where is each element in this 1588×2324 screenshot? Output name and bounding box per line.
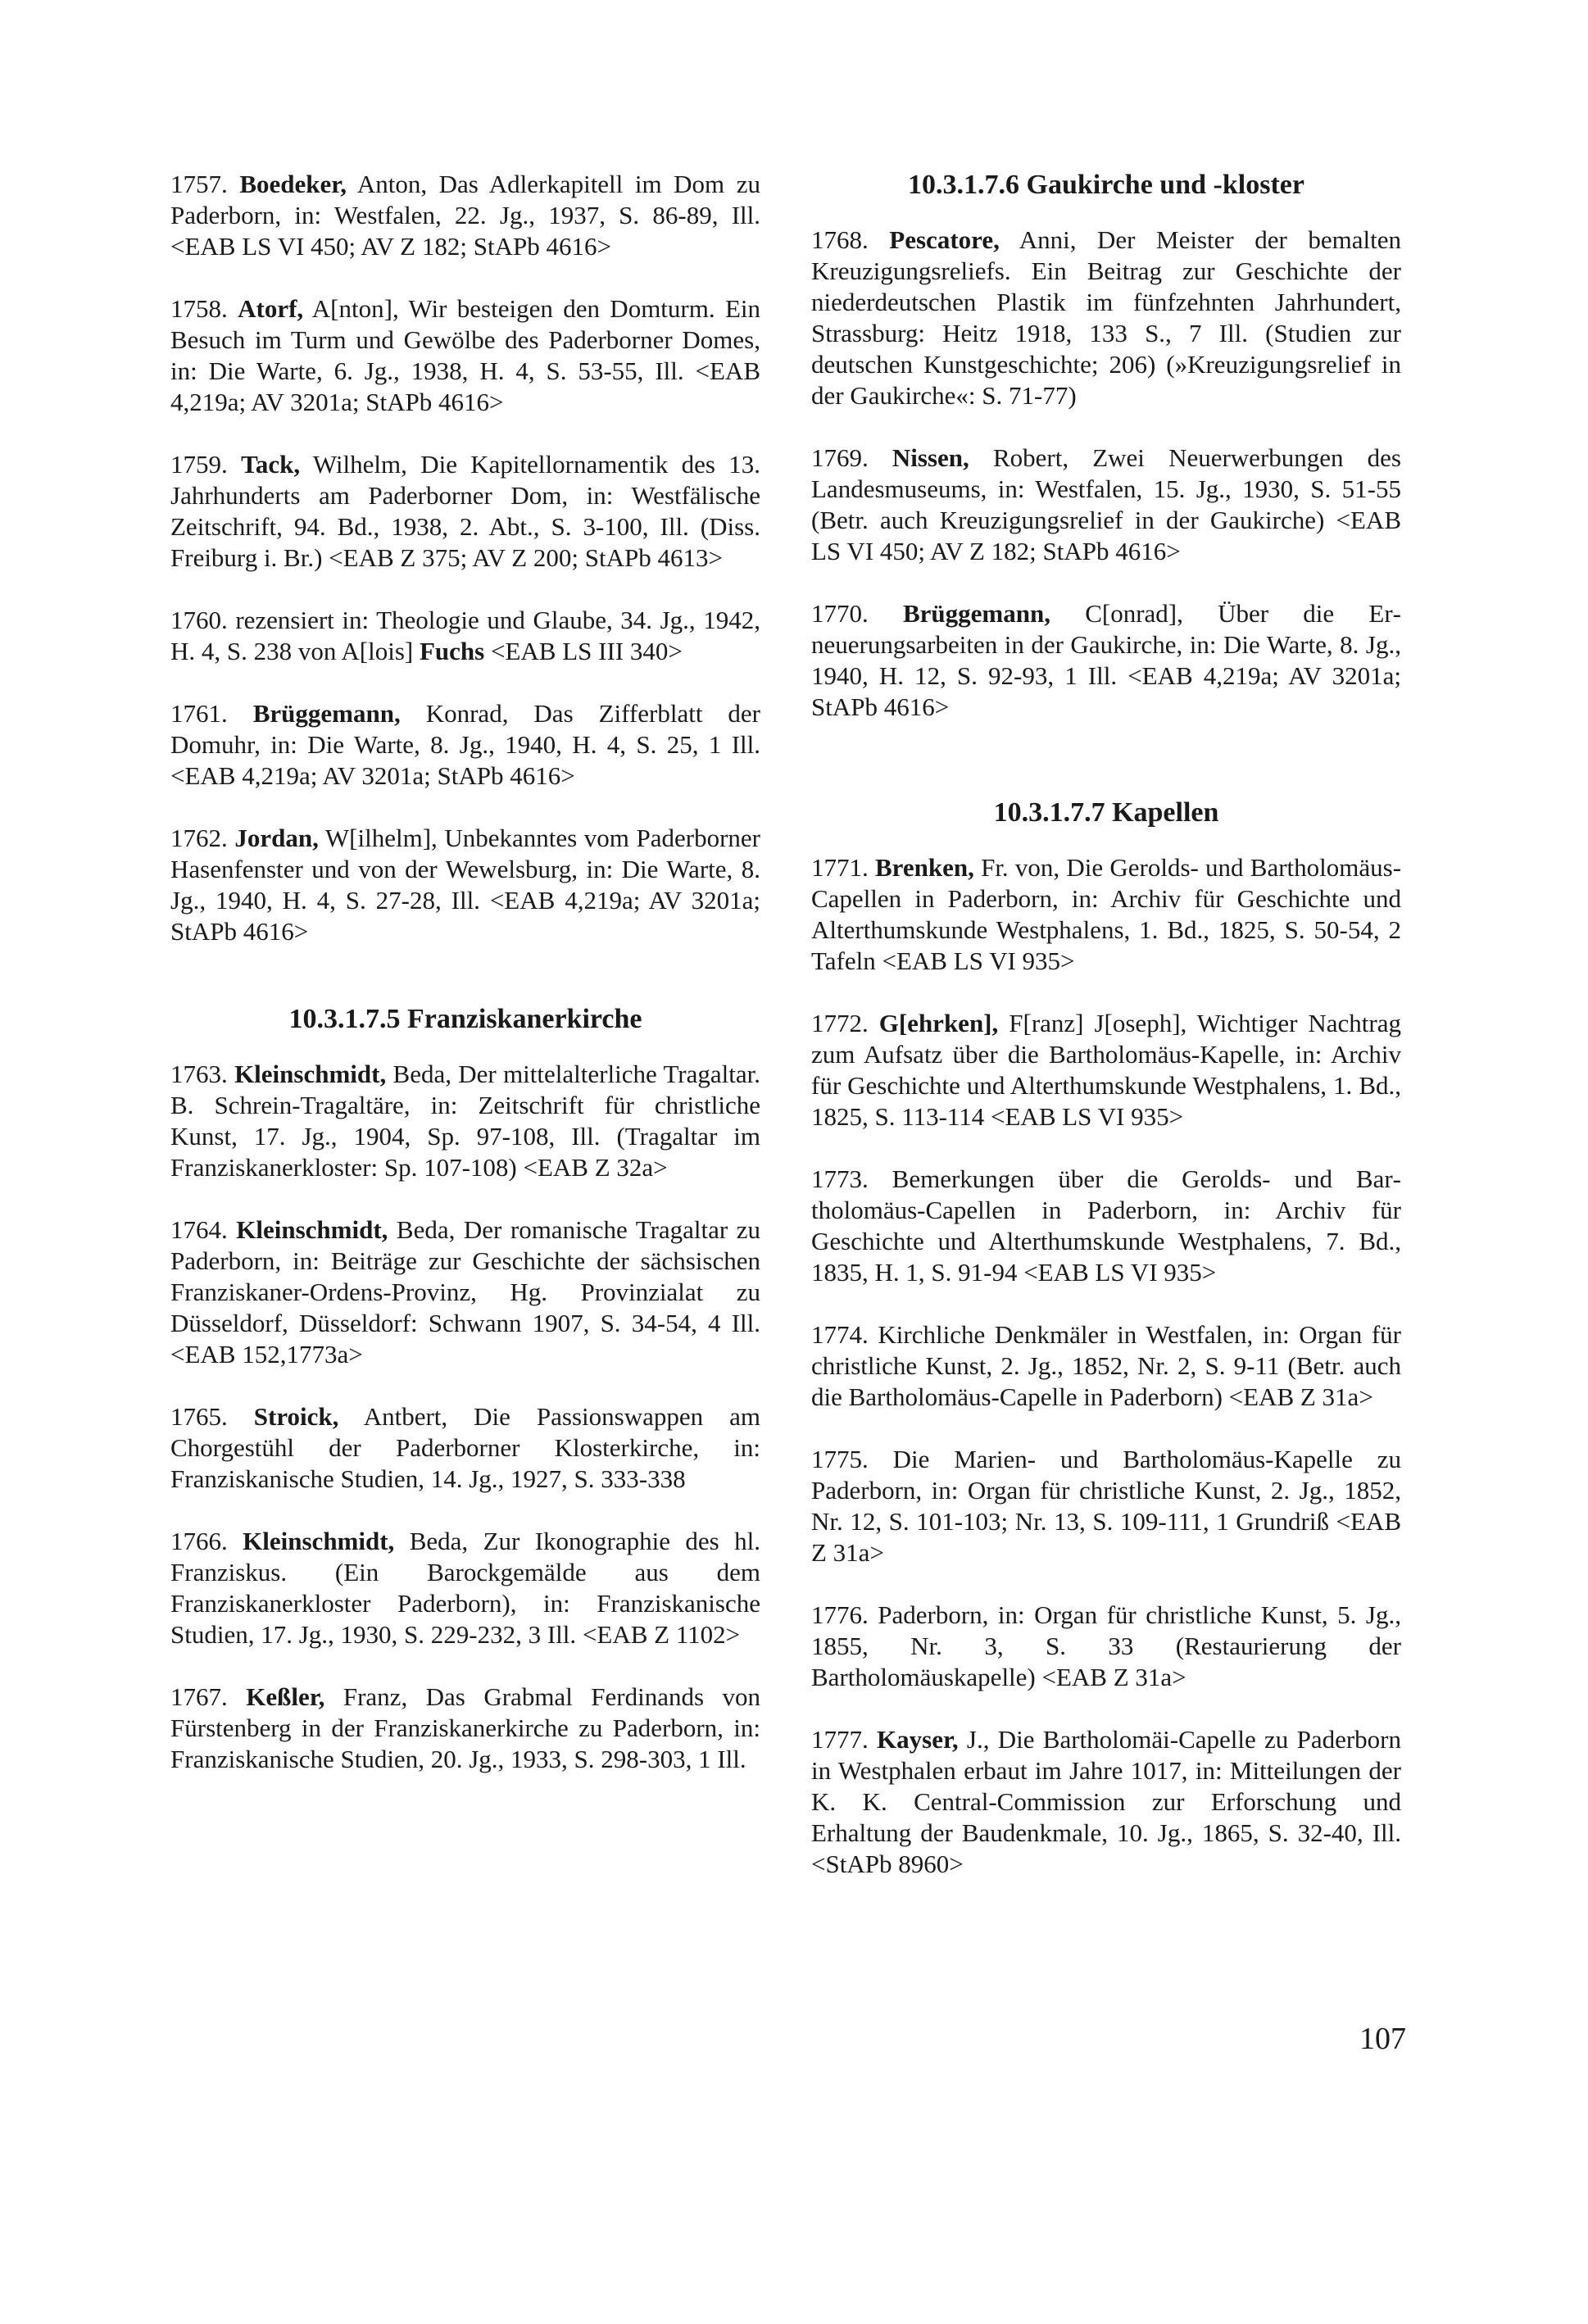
entry-number: 1765. bbox=[170, 1402, 228, 1431]
entry-text: Beda, Der mittelalterliche Tragaltar. B. Schrein-Tragaltäre, in: Zeitschrift für christliche Kunst, 17. Jg., 1904, Sp. 97-108, Ill. (Tragaltar im Franziskanerkloster: Sp. 107-108) <EAB Z 32a> bbox=[170, 1060, 760, 1182]
entry-author: Boedeker, bbox=[239, 170, 347, 198]
entry-author: Brenken, bbox=[874, 853, 974, 882]
entry-text: W[ilhelm], Unbekanntes vom Paderborner Hasenfenster und von der Wewelsburg, in: Die Warte, 8. Jg., 1940, H. 4, S. 27-28, Ill. <EAB 4,219a; AV 3201a; StAPb 4616> bbox=[170, 824, 761, 946]
section-spacer bbox=[170, 978, 760, 1003]
entry-1771 bbox=[811, 852, 1401, 977]
entry-number: 1758. bbox=[170, 294, 228, 323]
entry-number: 1764. bbox=[170, 1215, 228, 1244]
entry-1775 bbox=[811, 1444, 1401, 1568]
entry-1759 bbox=[170, 449, 760, 574]
entry-number: 1769. bbox=[811, 443, 869, 472]
entry-text: Anton, Das Adlerkapitell im Dom zu Paderborn, in: Westfalen, 22. Jg., 1937, S. 86-89, Ill. <EAB LS VI 450; AV Z 182; StAPb 4616> bbox=[170, 170, 761, 261]
entry-author: Kleinschmidt, bbox=[236, 1215, 388, 1244]
entry-author: Nissen, bbox=[892, 443, 969, 472]
entry-text: Bemerkungen über die Gerolds- und Bartholomäus-Capellen in Paderborn, in: Archiv für Geschichte und Alterthumskunde Westphalens, 7. Bd., 1835, H. 1, S. 91-94 <EAB LS VI 935> bbox=[811, 1164, 1401, 1287]
entry-author: Tack, bbox=[241, 450, 301, 479]
entry-1765 bbox=[170, 1401, 760, 1495]
entry-text: Franz, Das Grabmal Ferdinands von Fürstenberg in der Franziskanerkirche zu Paderborn, in: Franziskanische Studien, 20. Jg., 1933, S. 298-303, 1 Ill. bbox=[170, 1682, 761, 1773]
entry-1774 bbox=[811, 1319, 1401, 1413]
entry-1764 bbox=[170, 1214, 760, 1370]
entry-1762 bbox=[170, 823, 760, 947]
entry-number: 1776. bbox=[811, 1600, 869, 1629]
entry-reviewer: Fuchs bbox=[420, 637, 485, 665]
entry-text: A[nton], Wir besteigen den Domturm. Ein Besuch im Turm und Gewölbe des Paderborner Domes, in: Die Warte, 6. Jg., 1938, H. 4, S. 53-55, Ill. <EAB 4,219a; AV 3201a; StAPb 4616> bbox=[170, 294, 760, 416]
entry-author: Brüggemann, bbox=[252, 699, 401, 728]
section-spacer bbox=[811, 754, 1401, 797]
entry-author: Jordan, bbox=[234, 824, 319, 852]
right-column bbox=[811, 169, 1401, 1911]
entry-1777 bbox=[811, 1724, 1401, 1880]
entry-author: Stroick, bbox=[253, 1402, 339, 1431]
entry-text: Anni, Der Meister der bemalten Kreuzigungsreliefs. Ein Beitrag zur Geschichte der niederdeutschen Plastik im fünfzehnten Jahrhundert, Strassburg: Heitz 1918, 133 S., 7 Ill. (Studien zur deutschen Kunstgeschichte; 206) (»Kreuzigungsrelief in der Gaukirche«: S. 71-77) bbox=[811, 225, 1401, 410]
entry-author: Kleinschmidt, bbox=[243, 1527, 395, 1555]
entry-text-tail: <EAB LS III 340> bbox=[484, 637, 683, 665]
entry-number: 1759. bbox=[170, 450, 228, 479]
entry-text: Antbert, Die Passionswappen am Chorgestühl der Paderborner Klosterkirche, in: Franziskanische Studien, 14. Jg., 1927, S. 333-338 bbox=[170, 1402, 761, 1493]
entry-1772 bbox=[811, 1008, 1401, 1132]
entry-author: Kayser, bbox=[877, 1725, 959, 1754]
entry-text: Beda, Der romanische Tragaltar zu Paderborn, in: Beiträge zur Geschichte der sächsischen Franziskaner-Ordens-Provinz, Hg. Provinzialat zu Düsseldorf, Düsseldorf: Schwann 1907, S. 34-54, 4 Ill. <EAB 152,1773a> bbox=[170, 1215, 760, 1369]
entry-text: rezensiert in: Theologie und Glaube, 34. Jg., 1942, H. 4, S. 238 von A[lois] bbox=[170, 606, 760, 665]
entry-text: Konrad, Das Zifferblatt der Domuhr, in: Die Warte, 8. Jg., 1940, H. 4, S. 25, 1 Ill. <EAB 4,219a; AV 3201a; StAPb 4616> bbox=[170, 699, 760, 790]
entry-author: G[ehrken], bbox=[878, 1009, 999, 1037]
entry-author: Kleinschmidt, bbox=[234, 1060, 387, 1088]
entry-1768 bbox=[811, 225, 1401, 411]
entry-author: Keßler, bbox=[246, 1682, 325, 1711]
entry-number: 1774. bbox=[811, 1320, 869, 1349]
entry-text: Fr. von, Die Gerolds- und Bartholomäus-Capellen in Paderborn, in: Archiv für Geschichte und Alterthumskunde Westphalens, 1. Bd., 1825, S. 50-54, 2 Tafeln <EAB LS VI 935> bbox=[811, 853, 1402, 975]
entry-1766 bbox=[170, 1526, 760, 1650]
entry-1757 bbox=[170, 169, 760, 262]
entry-text: Kirchliche Denkmäler in Westfalen, in: Organ für christliche Kunst, 2. Jg., 1852, Nr. 2, S. 9-11 (Betr. auch die Bartholomäus-Capelle in Paderborn) <EAB Z 31a> bbox=[811, 1320, 1401, 1411]
section-heading-kapellen: 10.3.1.7.7 Kapellen bbox=[993, 797, 1219, 828]
entry-number: 1771. bbox=[811, 853, 869, 882]
entry-text: Die Marien- und Bartholomäus-Kapelle zu Paderborn, in: Organ für christliche Kunst, 2. Jg., 1852, Nr. 12, S. 101-103; Nr. 13, S. 109-111, 1 Grundriß <EAB Z 31a> bbox=[811, 1445, 1401, 1567]
entry-number: 1772. bbox=[811, 1009, 869, 1037]
section-heading-franziskanerkirche: 10.3.1.7.5 Franziskanerkirche bbox=[288, 1004, 642, 1034]
entry-number: 1773. bbox=[811, 1164, 869, 1193]
entry-number: 1763. bbox=[170, 1060, 228, 1088]
entry-number: 1762. bbox=[170, 824, 228, 852]
page-number: 107 bbox=[1359, 2022, 1406, 2056]
entry-author: Atorf, bbox=[238, 294, 304, 323]
entry-1769 bbox=[811, 443, 1401, 567]
entry-text: F[ranz] J[oseph], Wichtiger Nachtrag zum Aufsatz über die Bartholomäus-Kapelle, in: Archiv für Geschichte und Alterthumskunde Westphalens, 1. Bd., 1825, S. 113-114 <EAB LS VI 935> bbox=[811, 1009, 1401, 1131]
entry-number: 1757. bbox=[170, 170, 228, 198]
entry-1773 bbox=[811, 1164, 1401, 1288]
left-column bbox=[170, 169, 760, 1806]
entry-number: 1760. bbox=[170, 606, 228, 634]
entry-number: 1761. bbox=[170, 699, 228, 728]
entry-number: 1766. bbox=[170, 1527, 228, 1555]
entry-1760 bbox=[170, 605, 760, 667]
entry-text: C[onrad], Über die Erneuerungsarbeiten in der Gaukirche, in: Die Warte, 8. Jg., 1940, H. 12, S. 92-93, 1 Ill. <EAB 4,219a; AV 3201a; StAPb 4616> bbox=[811, 599, 1401, 721]
entry-text: Robert, Zwei Neuerwerbungen des Landesmuseums, in: Westfalen, 15. Jg., 1930, S. 51-55 (Betr. auch Kreuzigungsrelief in der Gaukirche) <EAB LS VI 450; AV Z 182; StAPb 4616> bbox=[811, 443, 1401, 565]
entry-1770 bbox=[811, 598, 1401, 723]
entry-number: 1767. bbox=[170, 1682, 228, 1711]
entry-author: Brüggemann, bbox=[902, 599, 1050, 628]
entry-number: 1775. bbox=[811, 1445, 869, 1473]
entry-author: Pescatore, bbox=[889, 225, 1000, 254]
entry-1763 bbox=[170, 1059, 760, 1183]
entry-text: Paderborn, in: Organ für christliche Kunst, 5. Jg., 1855, Nr. 3, S. 33 (Restaurierung der Bartholomäuskapelle) <EAB Z 31a> bbox=[811, 1600, 1401, 1691]
entry-number: 1770. bbox=[811, 599, 869, 628]
entry-1761 bbox=[170, 698, 760, 792]
entry-text: Beda, Zur Ikonographie des hl. Franziskus. (Ein Barockgemälde aus dem Franziskanerkloster Paderborn), in: Franziskanische Studien, 17. Jg., 1930, S. 229-232, 3 Ill. <EAB Z 1102> bbox=[170, 1527, 760, 1649]
entry-number: 1777. bbox=[811, 1725, 869, 1754]
entry-1776 bbox=[811, 1600, 1401, 1693]
entry-text: Wilhelm, Die Kapitellornamentik des 13. Jahrhunderts am Paderborner Dom, in: Westfälische Zeitschrift, 94. Bd., 1938, 2. Abt., S. 3-100, Ill. (Diss. Freiburg i. Br.) <EAB Z 375; AV Z 200; StAPb 4613> bbox=[170, 450, 760, 572]
section-heading-gaukirche: 10.3.1.7.6 Gaukirche und -kloster bbox=[908, 170, 1304, 200]
entry-1767 bbox=[170, 1682, 760, 1775]
entry-number: 1768. bbox=[811, 225, 869, 254]
entry-1758 bbox=[170, 293, 760, 418]
entry-text: J., Die Bartholomäi-Capelle zu Paderborn in Westphalen erbaut im Jahre 1017, in: Mitteilungen der K. K. Central-Commission zur Erforschung und Erhaltung der Baudenkmale, 10. Jg., 1865, S. 32-40, Ill. <StAPb 8960> bbox=[811, 1725, 1401, 1878]
